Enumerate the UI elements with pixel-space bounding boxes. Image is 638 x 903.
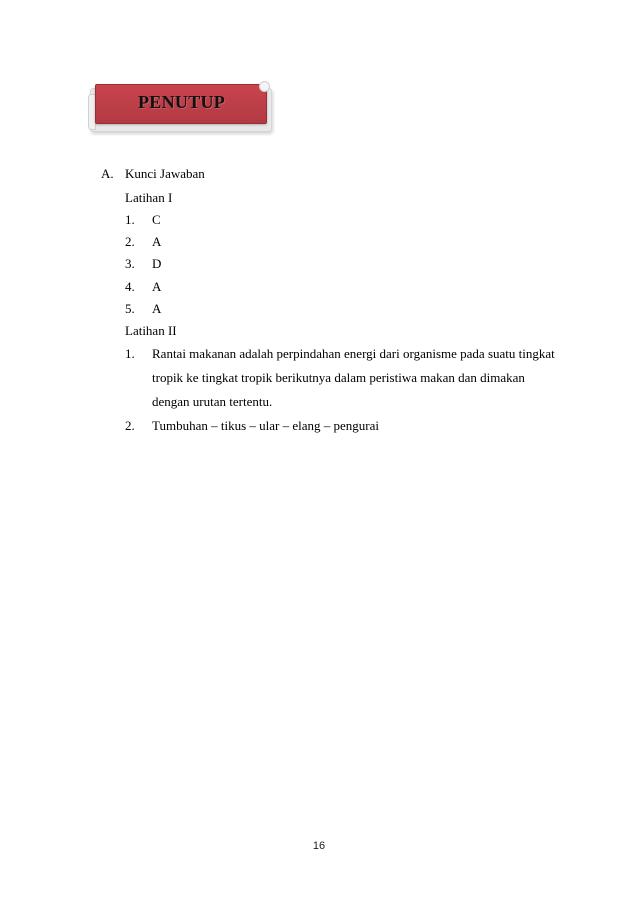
section-banner bbox=[88, 84, 272, 130]
answer-number: 1. bbox=[125, 346, 135, 361]
answer-number: 1. bbox=[125, 212, 135, 227]
page-number: 16 bbox=[312, 840, 326, 852]
answer-number: 2. bbox=[125, 418, 135, 433]
answer-text-line: dengan urutan tertentu. bbox=[152, 394, 273, 409]
answer-text-line: Rantai makanan adalah perpindahan energi dari organisme pada suatu tingkat bbox=[152, 346, 555, 361]
latihan-2-title: Latihan II bbox=[125, 323, 177, 338]
answer-number: 3. bbox=[125, 256, 135, 271]
answer-value: C bbox=[152, 212, 161, 227]
banner-title: PENUTUP bbox=[138, 92, 226, 112]
answer-number: 5. bbox=[125, 301, 135, 316]
answer-text-line: tropik ke tingkat tropik berikutnya dalam peristiwa makan dan dimakan bbox=[152, 370, 525, 385]
answer-text-line: Tumbuhan – tikus – ular – elang – pengurai bbox=[152, 418, 379, 433]
section-heading: Kunci Jawaban bbox=[125, 166, 205, 181]
answer-value: A bbox=[152, 234, 162, 249]
answer-value: A bbox=[152, 279, 162, 294]
answer-number: 4. bbox=[125, 279, 135, 294]
section-marker: A. bbox=[101, 166, 114, 181]
answer-value: A bbox=[152, 301, 162, 316]
latihan-1-title: Latihan I bbox=[125, 190, 173, 205]
banner-curl-icon bbox=[259, 81, 270, 92]
answer-number: 2. bbox=[125, 234, 135, 249]
answer-value: D bbox=[152, 256, 162, 271]
